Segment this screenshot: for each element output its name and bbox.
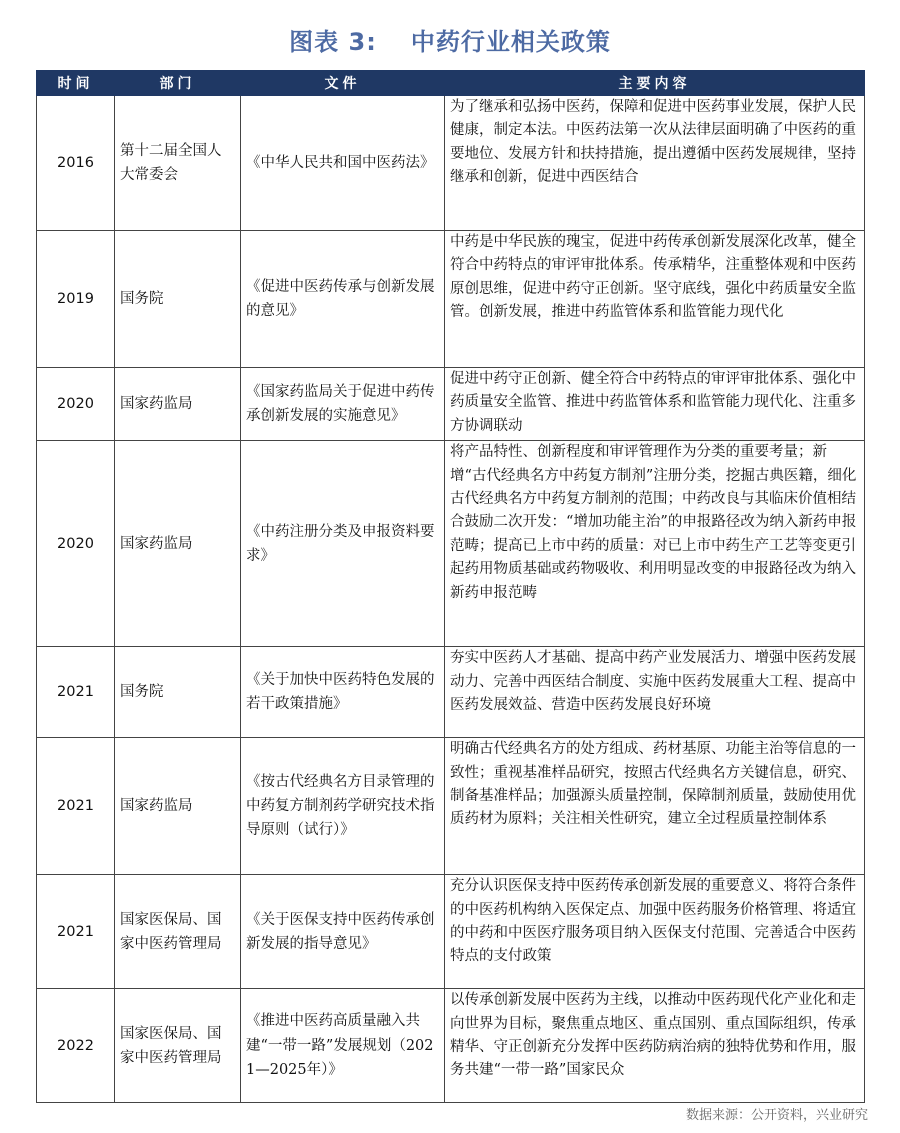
cell-document: 《中华人民共和国中医药法》 — [241, 96, 445, 231]
table-row — [37, 989, 865, 1103]
table-row — [37, 875, 865, 989]
cell-document: 《推进中医药高质量融入共建“一带一路”发展规划（2021—2025年）》 — [241, 989, 445, 1103]
cell-content: 以传承创新发展中医药为主线，以推动中医药现代化产业化和走向世界为目标，聚焦重点地区、重点国别、重点国际组织，传承精华、守正创新充分发挥中医药防病治病的独特优势和作用，服务共建“一带一路”国家民众 — [445, 989, 865, 1103]
cell-department: 国家医保局、国家中医药管理局 — [115, 989, 241, 1103]
cell-document: 《中药注册分类及申报资料要求》 — [241, 441, 445, 647]
table-header-row — [37, 71, 865, 96]
cell-department: 国家药监局 — [115, 441, 241, 647]
header-department: 部门 — [115, 71, 241, 96]
cell-document: 《国家药监局关于促进中药传承创新发展的实施意见》 — [241, 368, 445, 441]
table-row — [37, 231, 865, 368]
chart-number: 图表 3: — [289, 28, 377, 56]
policy-table — [36, 70, 865, 1103]
cell-department: 国务院 — [115, 231, 241, 368]
cell-content: 为了继承和弘扬中医药，保障和促进中医药事业发展，保护人民健康，制定本法。中医药法第一次从法律层面明确了中医药的重要地位、发展方针和扶持措施，提出遵循中医药发展规律，坚持继承和创新，促进中西医结合 — [445, 96, 865, 231]
chart-title-text: 中药行业相关政策 — [410, 28, 611, 56]
cell-document: 《关于加快中医药特色发展的若干政策措施》 — [241, 647, 445, 738]
cell-year: 2022 — [37, 989, 115, 1103]
cell-department: 国务院 — [115, 647, 241, 738]
cell-year: 2021 — [37, 647, 115, 738]
source-note: 数据来源：公开资料，兴业研究 — [685, 1108, 868, 1123]
cell-content: 中药是中华民族的瑰宝，促进中药传承创新发展深化改革，健全符合中药特点的审评审批体系。传承精华，注重整体观和中医药原创思维，促进中药守正创新。坚守底线，强化中药质量安全监管。创新发展，推进中药监管体系和监管能力现代化 — [445, 231, 865, 368]
cell-content: 充分认识医保支持中医药传承创新发展的重要意义、将符合条件的中医药机构纳入医保定点、加强中医药服务价格管理、将适宜的中药和中医医疗服务项目纳入医保支付范围、完善适合中医药特点的支付政策 — [445, 875, 865, 989]
cell-year: 2021 — [37, 738, 115, 875]
cell-year: 2016 — [37, 96, 115, 231]
cell-year: 2021 — [37, 875, 115, 989]
header-time: 时间 — [37, 71, 115, 96]
cell-year: 2020 — [37, 441, 115, 647]
cell-document: 《促进中医药传承与创新发展的意见》 — [241, 231, 445, 368]
cell-year: 2020 — [37, 368, 115, 441]
table-row — [37, 368, 865, 441]
cell-year: 2019 — [37, 231, 115, 368]
cell-document: 《关于医保支持中医药传承创新发展的指导意见》 — [241, 875, 445, 989]
chart-title — [0, 22, 900, 57]
cell-department: 国家药监局 — [115, 738, 241, 875]
cell-content: 将产品特性、创新程度和审评管理作为分类的重要考量；新增“古代经典名方中药复方制剂”注册分类，挖掘古典医籍，细化古代经典名方中药复方制剂的范围；中药改良与其临床价值相结合鼓励二次开发：“增加功能主治”的申报路径改为纳入新药申报范畴；提高已上市中药的质量：对已上市中药生产工艺等变更引起药用物质基础或药物吸收、利用明显改变的申报路径改为纳入新药申报范畴 — [445, 441, 865, 647]
table-row — [37, 441, 865, 647]
header-main-content: 主要内容 — [445, 71, 865, 96]
table-row — [37, 647, 865, 738]
cell-department: 国家药监局 — [115, 368, 241, 441]
cell-content: 夯实中医药人才基础、提高中药产业发展活力、增强中医药发展动力、完善中西医结合制度、实施中医药发展重大工程、提高中医药发展效益、营造中医药发展良好环境 — [445, 647, 865, 738]
cell-document: 《按古代经典名方目录管理的中药复方制剂药学研究技术指导原则（试行）》 — [241, 738, 445, 875]
table-row — [37, 96, 865, 231]
cell-content: 促进中药守正创新、健全符合中药特点的审评审批体系、强化中药质量安全监管、推进中药监管体系和监管能力现代化、注重多方协调联动 — [445, 368, 865, 441]
cell-department: 第十二届全国人大常委会 — [115, 96, 241, 231]
cell-department: 国家医保局、国家中医药管理局 — [115, 875, 241, 989]
header-document: 文件 — [241, 71, 445, 96]
cell-content: 明确古代经典名方的处方组成、药材基原、功能主治等信息的一致性；重视基准样品研究，按照古代经典名方关键信息，研究、制备基准样品；加强源头质量控制，保障制剂质量，鼓励使用优质药材为原料；关注相关性研究，建立全过程质量控制体系 — [445, 738, 865, 875]
table-row — [37, 738, 865, 875]
